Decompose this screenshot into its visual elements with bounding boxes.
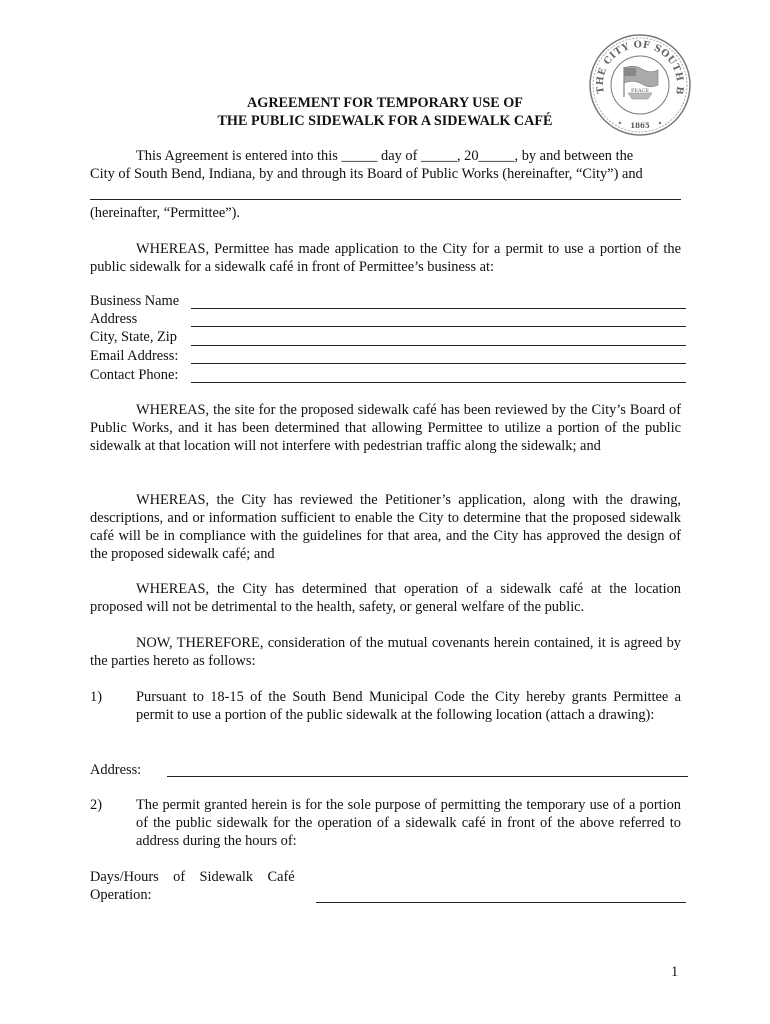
permittee-label: (hereinafter, “Permittee”). [90,205,241,221]
whereas-paragraph-1: WHEREAS, Permittee has made application to the City for a permit to use a portion of the public sidewalk for a sidewalk café in front of Permittee’s business at: [90,241,681,275]
svg-text:THE CITY OF SOUTH BEND, INDIAN [588,33,685,96]
document-title-line1: AGREEMENT FOR TEMPORARY USE OF [247,95,523,111]
item-1-number: 1) [90,689,102,705]
days-hours-field[interactable] [316,902,686,903]
days-hours-label-line1: Days/Hours of Sidewalk Café [90,869,295,885]
address-field[interactable] [191,326,686,327]
item-2-number: 2) [90,797,102,813]
whereas-paragraph-3: WHEREAS, the City has reviewed the Petitioner’s application, along with the drawing, descriptions, and or information sufficient to enable the City to determine that the proposed sidewalk café will be in compliance with the guidelines for that area, and the City has approved the design of the proposed sidewalk café; and [90,492,681,562]
email-field[interactable] [191,363,686,364]
business-name-field[interactable] [191,308,686,309]
business-name-label: Business Name [90,293,180,309]
document-title-line2: THE PUBLIC SIDEWALK FOR A SIDEWALK CAFÉ [217,113,553,129]
now-therefore-paragraph: NOW, THEREFORE, consideration of the mutual covenants herein contained, it is agreed by the parties hereto as follows: [90,635,681,669]
permittee-name-line[interactable] [90,199,681,200]
address-label: Address [90,311,138,327]
seal-ring-text: THE CITY OF SOUTH B [594,39,686,96]
email-label: Email Address: [90,348,179,364]
contact-phone-label: Contact Phone: [90,367,179,383]
whereas-paragraph-4: WHEREAS, the City has determined that operation of a sidewalk café at the location proposed will not be detrimental to the health, safety, or general welfare of the public. [90,581,681,615]
location-address-label: Address: [90,762,142,778]
page-number: 1 [671,964,679,980]
location-address-field[interactable] [167,776,688,777]
whereas-paragraph-2: WHEREAS, the site for the proposed sidewalk café has been reviewed by the City’s Board of Public Works, and it has been determined that allowing Permittee to utilize a portion of the public sidewalk at that location will not interfere with pedestrian traffic along the sidewalk; and [90,402,681,454]
item-2-text: The permit granted herein is for the sole purpose of permitting the temporary use of a portion of the public sidewalk for the operation of a sidewalk café in front of the above referred to address during the hours of: [136,797,681,849]
intro-line1: This Agreement is entered into this _____ day of _____, 20_____, by and between the [136,148,634,164]
city-state-zip-field[interactable] [191,345,686,346]
seal-motto: PEACE [630,88,650,94]
contact-phone-field[interactable] [191,382,686,383]
seal-year: 1865 [630,121,650,130]
intro-line2: City of South Bend, Indiana, by and through its Board of Public Works (hereinafter, “City”) and [90,166,643,182]
item-1-text: Pursuant to 18-15 of the South Bend Municipal Code the City hereby grants Permittee a permit to use a portion of the public sidewalk at the following location (attach a drawing): [136,689,681,723]
city-state-zip-label: City, State, Zip [90,329,178,345]
days-hours-label-line2: Operation: [90,887,152,903]
